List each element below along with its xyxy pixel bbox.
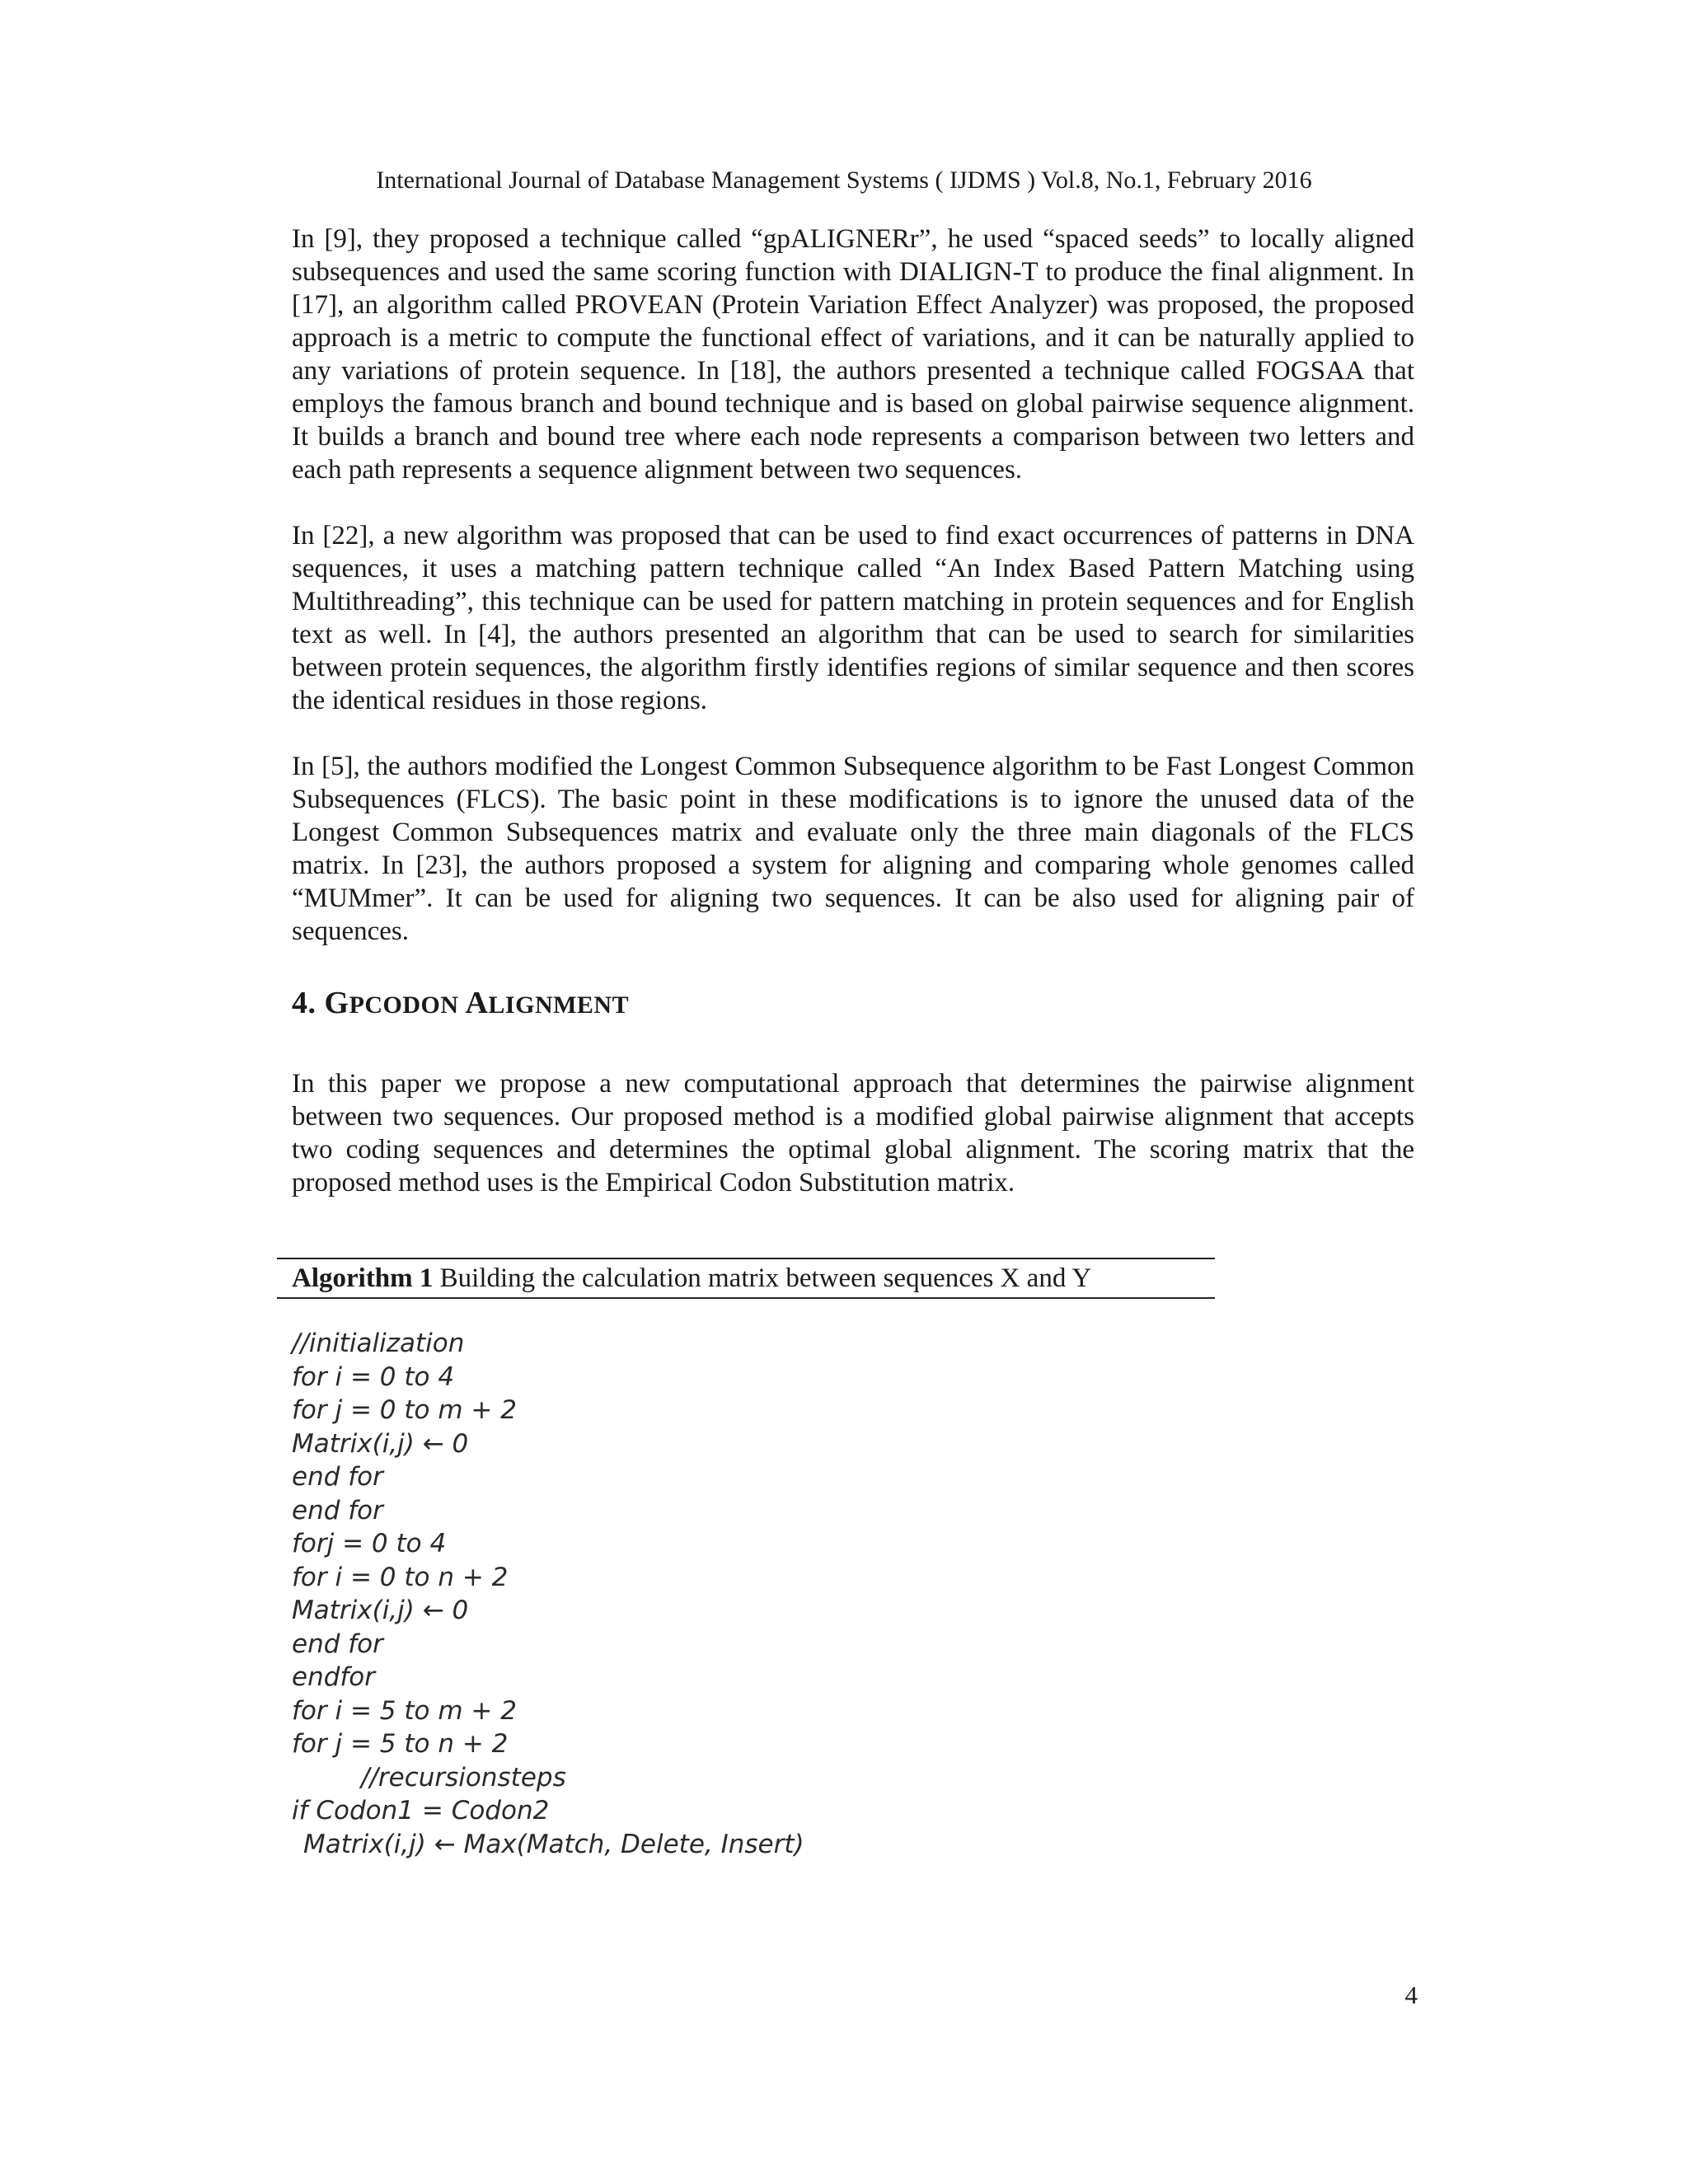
code-line: end for [292,1629,383,1659]
section-heading [292,984,1414,1024]
algorithm-pseudocode [292,1327,1116,1861]
code-line: for i = 0 to n + 2 [292,1562,509,1592]
paragraph-section-intro: In this paper we propose a new computational approach that determines the pairwise alignment between two sequences. Our proposed method is a modified global pairwise alignment that accepts two coding sequences and determines the optimal global alignment. The scoring matrix that the proposed method uses is the Empirical Codon Substitution matrix. [292,1069,1414,1197]
algorithm-caption-box [277,1258,1215,1299]
section-title-pcodon: PCODON [349,991,459,1019]
code-line: //recursionsteps [361,1762,566,1793]
page-number: 4 [1404,1980,1418,2009]
running-header: International Journal of Database Management Systems ( IJDMS ) Vol.8, No.1, February 2016 [376,166,1312,194]
code-line: //initialization [292,1329,465,1358]
paragraph-related-work-2: In [22], a new algorithm was proposed that can be used to find exact occurrences of patterns in DNA sequences, it uses a matching pattern technique called “An Index Based Pattern Matching using Multithreading”, this technique can be used for pattern matching in protein sequences and for English text as well. In [4], the authors presented an algorithm that can be used to search for similarities between protein sequences, the algorithm firstly identifies regions of similar sequence and then scores the identical residues in those regions. [292,521,1414,715]
code-line: Matrix(i,j) ← 0 [292,1596,469,1625]
section-title-a: A [465,986,489,1020]
code-line: endfor [292,1662,376,1692]
algorithm-label: Algorithm 1 [292,1263,434,1293]
section-number: 4. [292,986,316,1020]
code-line: for i = 0 to 4 [292,1361,455,1392]
section-title-lignment: LIGNMENT [488,991,630,1019]
section-title-g: G [324,986,349,1020]
code-line: for j = 0 to m + 2 [292,1395,517,1425]
code-line: if Codon1 = Codon2 [292,1796,550,1825]
code-line: Matrix(i,j) ← Max(Match, Delete, Insert) [303,1829,804,1859]
code-line: for j = 5 to n + 2 [292,1729,509,1759]
paragraph-related-work-1: In [9], they proposed a technique called “gpALIGNERr”, he used “spaced seeds” to locally aligned subsequences and used the same scoring function with DIALIGN-T to produce the final alignment. In [17], an algorithm called PROVEAN (Protein Variation Effect Analyzer) was proposed, the proposed approach is a metric to compute the functional effect of variations, and it can be naturally applied to any variations of protein sequence. In [18], the authors presented a technique called FOGSAA that employs the famous branch and bound technique and is based on global pairwise sequence alignment. It builds a branch and bound tree where each node represents a comparison between two letters and each path represents a sequence alignment between two sequences. [292,224,1414,485]
code-line: end for [292,1462,383,1492]
main-content [292,223,1414,1232]
code-line: Matrix(i,j) ← 0 [292,1428,469,1459]
algorithm-caption: Building the calculation matrix between sequences X and Y [439,1263,1092,1293]
code-line: end for [292,1495,383,1526]
code-line: forj = 0 to 4 [292,1529,447,1558]
code-line: for i = 5 to m + 2 [292,1695,517,1726]
paragraph-related-work-3: In [5], the authors modified the Longest Common Subsequence algorithm to be Fast Longest Common Subsequences (FLCS). The basic point in these modifications is to ignore the unused data of the Longest Common Subsequences matrix and evaluate only the three main diagonals of the FLCS matrix. In [23], the authors proposed a system for aligning and comparing whole genomes called “MUMmer”. It can be used for aligning two sequences. It can be also used for aligning pair of sequences. [292,752,1414,946]
